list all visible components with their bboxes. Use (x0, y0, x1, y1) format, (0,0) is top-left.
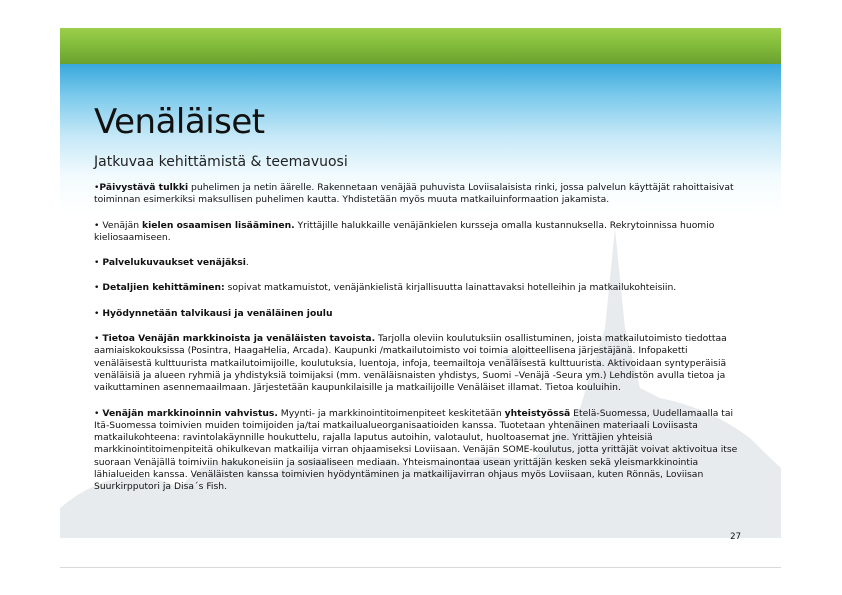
bullet: • (94, 219, 103, 231)
bold-inline: yhteistyössä (504, 407, 571, 419)
bullet: • (94, 257, 103, 269)
bold-lead: Tietoa Venäjän markkinoista ja venäläisten tavoista. (102, 333, 376, 345)
bullet: • (94, 307, 103, 319)
bullet: • (94, 182, 100, 193)
paragraph-talvikausi (94, 308, 744, 320)
bold-lead: Hyödynnetään talvikausi ja venäläinen joulu (102, 307, 333, 319)
bold-lead: Päivystävä tulkki (99, 182, 189, 193)
paragraph-palvelukuvaukset (94, 257, 744, 269)
bullet: • (94, 333, 103, 345)
paragraph-text: Tarjolla oleviin koulutuksiin osallistuminen, joista matkailutoimisto tiedottaa aamiaiskokouksissa (Posintra, HaagaHelia, Arcada). Kaupunki /matkailutoimisto voi toimia aloitteellisena järjestäjänä. Infopaketti venäläisestä kulttuurista matkailutoimijoille, koulutuksia, luentoja, infoja, teemailtoja venäläisestä kulttuurista. Aktivoidaan syntyperäisiä venäläisiä ja alueen ryhmiä ja yhdistyksiä toimijaksi (mm. venäläisnaisten yhdistys, Suomi –Venäjä -Seura ym.) Lehdistön avulla tietoa ja vaikuttaminen asennemaailmaan. Järjestetään kaupunkilaisille ja matkailijoille Venäläiset illamat. Tietoa kouluihin. (94, 333, 727, 394)
paragraph-text: Yrittäjille halukkaille venäjänkielen kursseja omalla kustannuksella. Rekrytoinnissa huomio kieliosaamiseen. (94, 219, 715, 243)
bold-lead: Venäjän markkinoinnin vahvistus. (102, 407, 278, 419)
paragraph-text: . (245, 257, 249, 269)
paragraph-detaljit (94, 282, 744, 294)
page-number: 27 (730, 532, 741, 542)
paragraph-text: sopivat matkamuistot, venäjänkielistä kirjallisuutta lainattavaksi hotelleihin ja matkailukohteisiin. (224, 282, 677, 294)
content-body (94, 182, 744, 507)
header-green-bar (60, 28, 781, 64)
paragraph-text: Myynti- ja markkinointitoimenpiteet keskitetään (277, 407, 505, 419)
paragraph-text: Venäjän (102, 219, 142, 231)
bullet: • (94, 282, 103, 294)
paragraph-markkinointi (94, 408, 744, 494)
paragraph-markkinatieto (94, 333, 744, 394)
paragraph-text: Etelä-Suomessa, Uudellamaalla tai Itä-Suomessa toimivien muiden toimijoiden ja/tai matkailualueorganisaatioiden kanssa. Tuotetaan yhtenäinen materiaali Loviisasta matkailukohteena: ravintolakäynnille houkuttelu, rajalla laputus autoihin, valotaulut, huoltoasemat jne. Yrittäjien yhteisiä markkinointitoimenpiteitä ohikulkevan matkailija virran ohjaamiseksi Loviisaan. Venäjän SOME-koulutus, jotta yrittäjät voivat aktivoitua itse suoraan Venäjällä toimiviin hakukoneisiin ja sosiaaliseen mediaan. Yhteismainontaa usean yrittäjän kesken sekä yleismarkkinointia lähialueiden kanssa. Venäläisten kanssa toimivien hyödyntäminen ja matkailijavirran ohjaus myös Loviisaan, kuten Rönnäs, Loviisan Suurkirpputori ja Disa´s Fish. (94, 407, 738, 493)
slide (60, 28, 781, 568)
paragraph-kielen-osaaminen (94, 220, 744, 245)
bold-lead: Detaljien kehittäminen: (102, 282, 225, 294)
bold-lead: kielen osaamisen lisääminen. (141, 219, 295, 231)
bullet: • (94, 407, 103, 419)
bold-lead: Palvelukuvaukset venäjäksi (102, 257, 246, 269)
paragraph-text: puhelimen ja netin äärelle. Rakennetaan venäjää puhuvista Loviisalaisista rinki, jossa palvelun käyttäjät rahoittaisivat toiminnan esimerkiksi maksullisen puhelimen kautta. Yhdistetään myös muuta matkailuinformaation jakamista. (94, 182, 734, 206)
slide-title: Venäläiset (94, 102, 265, 142)
paragraph-tulkki (94, 182, 744, 207)
slide-subtitle: Jatkuvaa kehittämistä & teemavuosi (94, 154, 348, 170)
